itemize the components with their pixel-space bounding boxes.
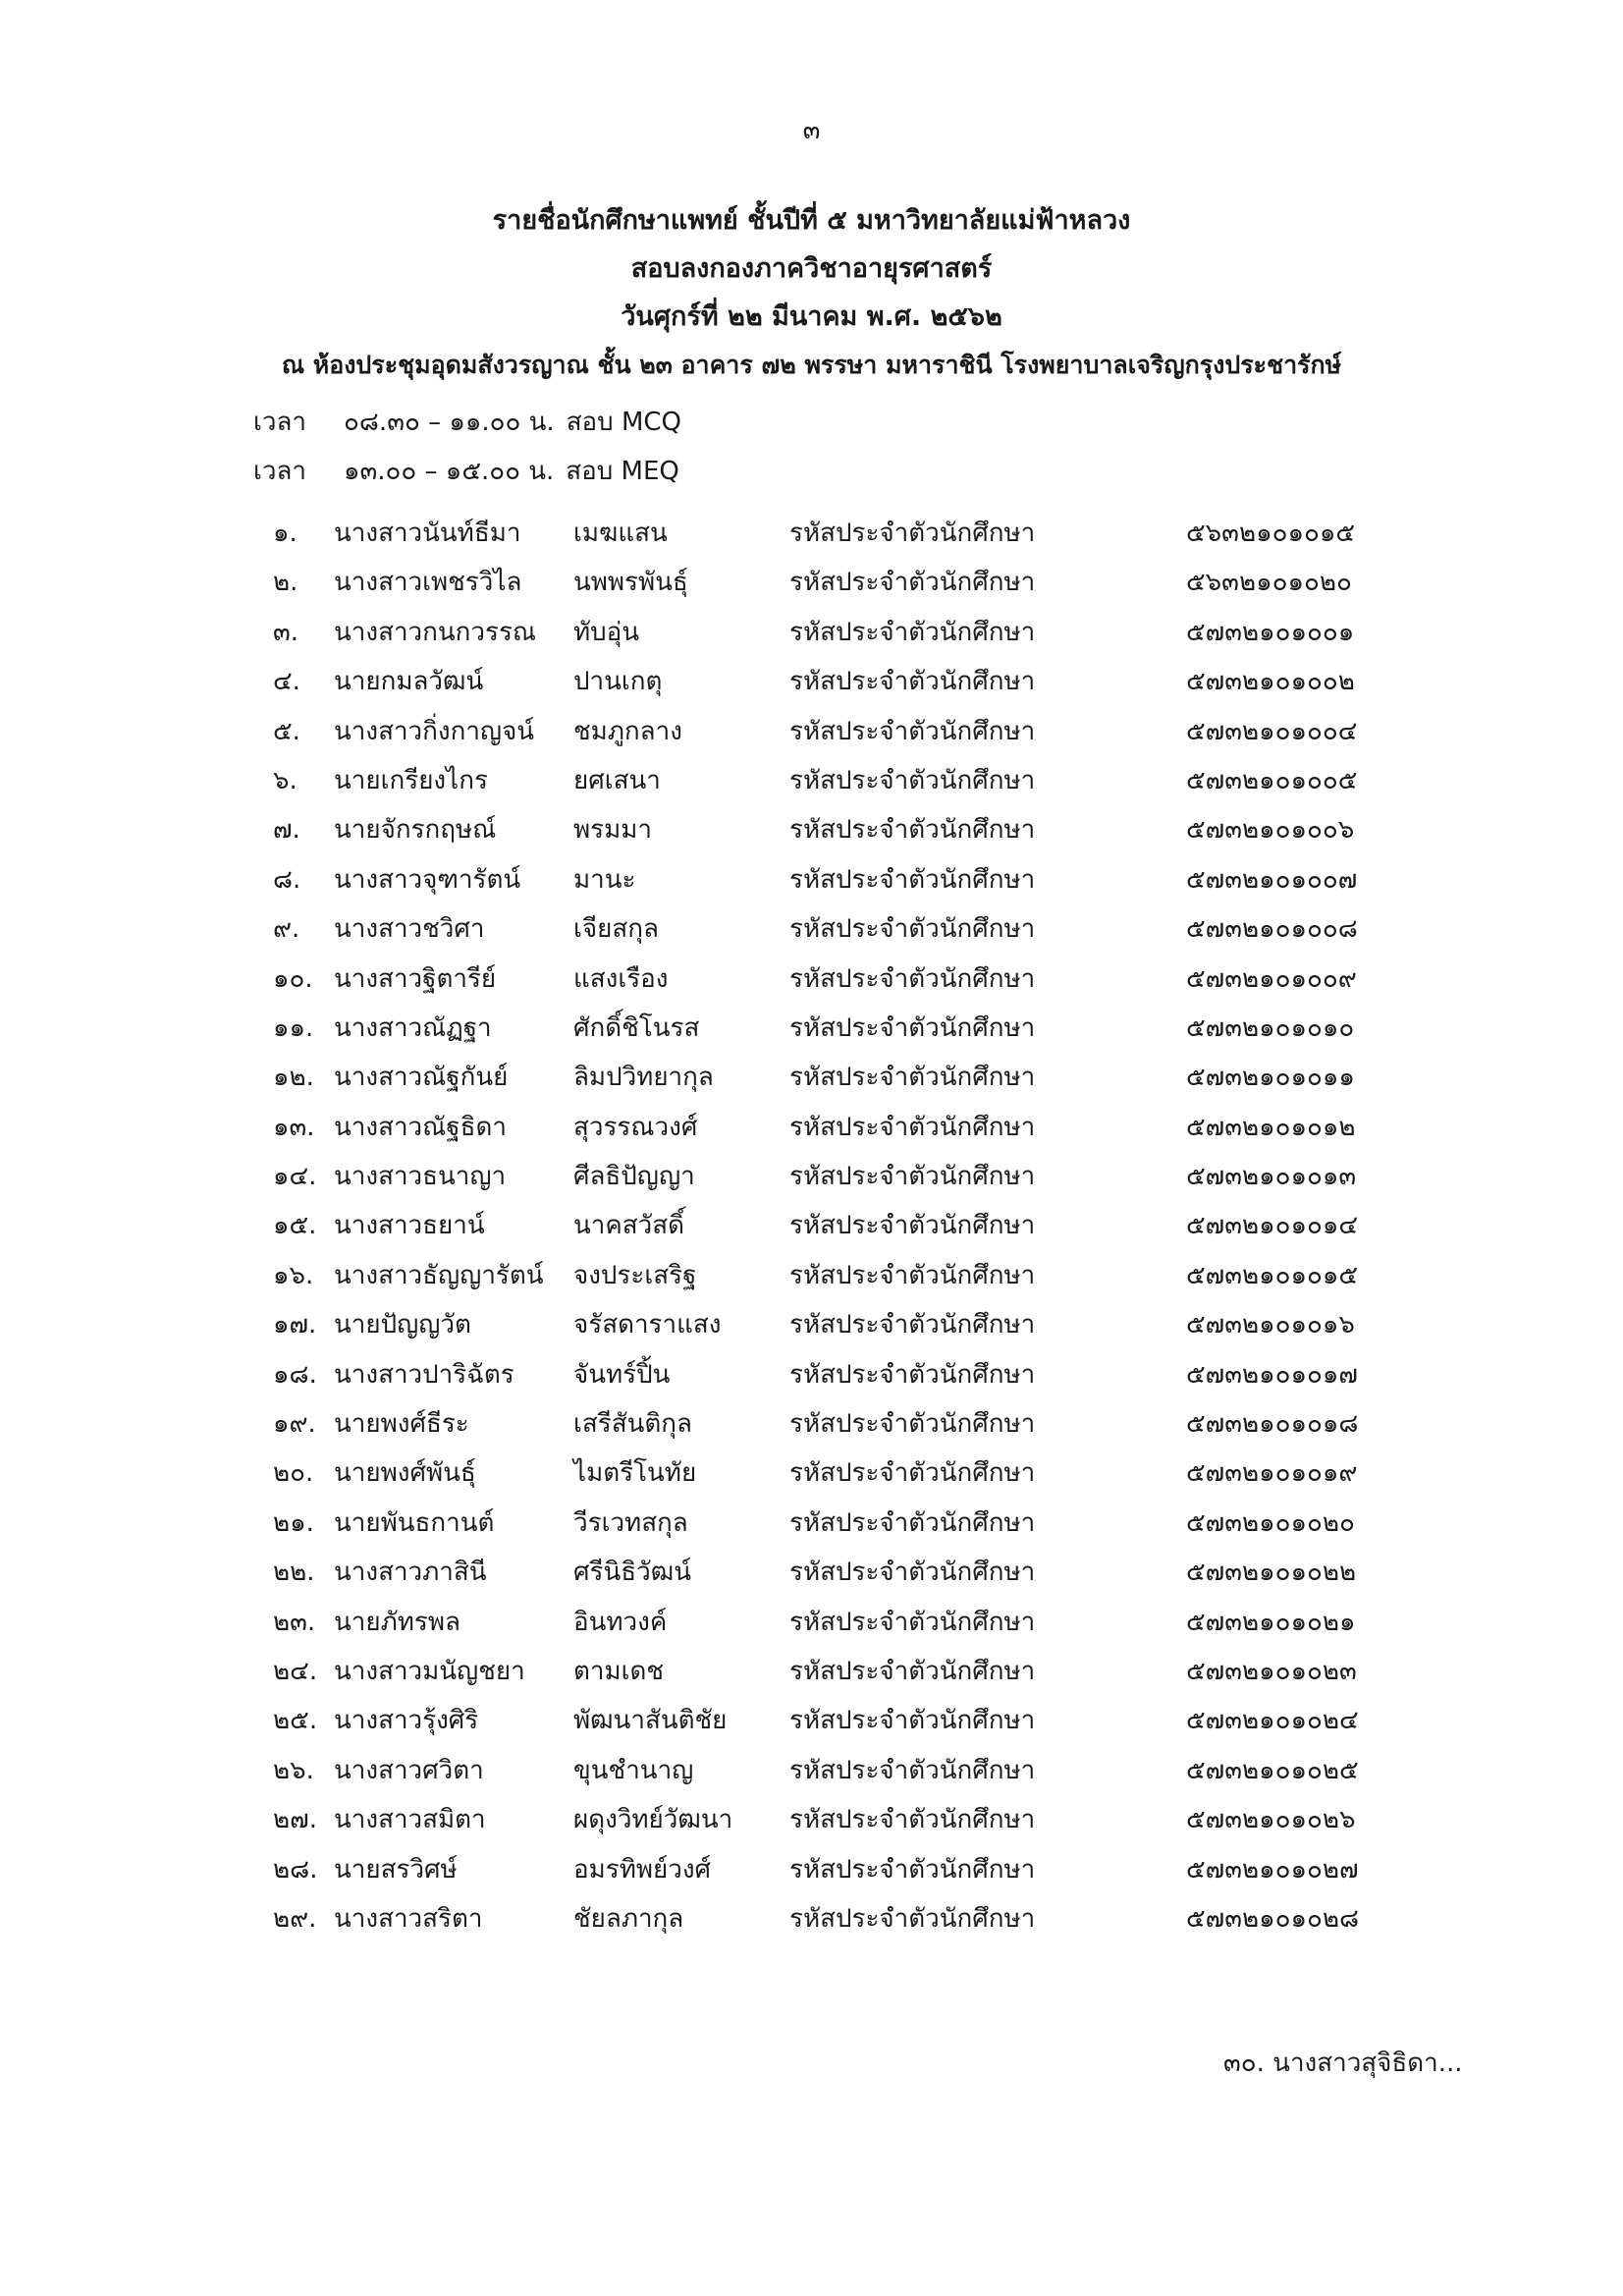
student-number: ๒๔. (273, 1656, 318, 1686)
student-id: ๕๗๓๒๑๐๑๐๒๖ (1186, 1805, 1356, 1835)
student-number: ๒๙. (273, 1903, 317, 1934)
student-number: ๖. (273, 765, 298, 795)
student-last-name: ชัยลภากุล (573, 1903, 684, 1934)
student-number: ๒๓. (273, 1607, 316, 1637)
student-id: ๕๗๓๒๑๐๑๐๒๒ (1186, 1558, 1357, 1588)
student-id: ๕๗๓๒๑๐๑๐๐๘ (1186, 914, 1358, 945)
student-id: ๕๗๓๒๑๐๑๐๒๕ (1186, 1755, 1359, 1785)
student-number: ๘. (273, 864, 301, 895)
student-id: ๕๗๓๒๑๐๑๐๑๔ (1186, 1211, 1359, 1241)
student-last-name: ลิมปวิทยากุล (573, 1063, 714, 1093)
list-item (273, 855, 1392, 904)
student-id-label: รหัสประจำตัวนักศึกษา (789, 1211, 1036, 1241)
list-item (273, 1103, 1392, 1152)
student-id-label: รหัสประจำตัวนักศึกษา (789, 1903, 1036, 1934)
student-id-label: รหัสประจำตัวนักศึกษา (789, 1063, 1036, 1093)
student-first-name: นางสาวรุ้งศิริ (334, 1706, 479, 1736)
student-id: ๕๗๓๒๑๐๑๐๐๗ (1186, 864, 1358, 895)
student-id: ๕๗๓๒๑๐๑๐๐๖ (1186, 815, 1355, 846)
list-item (273, 509, 1392, 558)
student-last-name: พรมมา (573, 815, 652, 846)
student-id: ๕๖๓๒๑๐๑๐๑๕ (1186, 519, 1356, 548)
student-last-name: อินทวงค์ (573, 1607, 668, 1637)
student-id: ๕๗๓๒๑๐๑๐๒๘ (1186, 1903, 1360, 1934)
student-id-label: รหัสประจำตัวนักศึกษา (789, 1310, 1036, 1340)
student-number: ๑๒. (273, 1063, 314, 1093)
list-item (273, 657, 1392, 706)
student-first-name: นายสรวิศษ์ (334, 1854, 458, 1885)
student-number: ๒๖. (273, 1755, 314, 1785)
schedule-time-label: เวลา (253, 457, 307, 486)
student-last-name: เจียสกุล (573, 914, 659, 945)
student-id: ๕๗๓๒๑๐๑๐๒๗ (1186, 1854, 1359, 1885)
student-id-label: รหัสประจำตัวนักศึกษา (789, 568, 1036, 598)
schedule-line (253, 398, 681, 447)
student-number: ๒๒. (273, 1558, 315, 1588)
student-first-name: นางสาวธนาญา (334, 1162, 507, 1192)
student-first-name: นางสาวสมิตา (334, 1805, 486, 1835)
student-number: ๑. (273, 519, 298, 548)
student-id-label: รหัสประจำตัวนักศึกษา (789, 1558, 1036, 1588)
list-item (273, 1548, 1392, 1597)
student-id-label: รหัสประจำตัวนักศึกษา (789, 519, 1036, 548)
student-first-name: นางสาวศวิตา (334, 1755, 484, 1785)
list-item (273, 1300, 1392, 1349)
student-first-name: นางสาวธัญญารัตน์ (334, 1260, 544, 1290)
student-first-name: นายกมลวัฒน์ (334, 667, 484, 697)
heading-venue: ณ ห้องประชุมอุดมสังวรญาณ ชั้น ๒๓ อาคาร ๗๒ พรรษา มหาราชินี โรงพยาบาลเจริญกรุงประชารักษ์ (281, 351, 1342, 379)
student-id-label: รหัสประจำตัวนักศึกษา (789, 1854, 1036, 1885)
student-first-name: นางสาวณัฐกันย์ (334, 1063, 509, 1093)
heading-subject: สอบลงกองภาควิชาอายุรศาสตร์ (630, 253, 993, 284)
student-last-name: เสรีสันติกุล (573, 1409, 692, 1440)
student-last-name: ศักดิ์ชิโนรส (573, 1012, 700, 1043)
student-id: ๕๗๓๒๑๐๑๐๒๓ (1186, 1656, 1357, 1686)
student-id: ๕๗๓๒๑๐๑๐๑๗ (1186, 1359, 1358, 1390)
student-last-name: นาคสวัสดิ์ (573, 1211, 684, 1241)
list-item (273, 1647, 1392, 1696)
student-id: ๕๗๓๒๑๐๑๐๐๑ (1186, 617, 1355, 647)
student-id-label: รหัสประจำตัวนักศึกษา (789, 1805, 1036, 1835)
list-item (273, 1845, 1392, 1894)
student-last-name: ขุนชำนาญ (573, 1755, 694, 1785)
student-id-label: รหัสประจำตัวนักศึกษา (789, 716, 1036, 746)
student-first-name: นางสาวปาริฉัตร (334, 1359, 514, 1390)
student-last-name: มานะ (573, 864, 636, 895)
list-item (273, 805, 1392, 854)
student-id-label: รหัสประจำตัวนักศึกษา (789, 617, 1036, 647)
heading-title: รายชื่อนักศึกษาแพทย์ ชั้นปีที่ ๕ มหาวิทยาลัยแม่ฟ้าหลวง (492, 205, 1131, 236)
student-number: ๒๘. (273, 1854, 318, 1885)
student-first-name: นายพงศ์พันธุ์ (334, 1458, 476, 1489)
student-id: ๕๗๓๒๑๐๑๐๑๑ (1186, 1063, 1355, 1093)
list-item (273, 1350, 1392, 1399)
student-number: ๓. (273, 617, 299, 647)
list-item (273, 955, 1392, 1004)
student-first-name: นางสาวนันท์ธีมา (334, 519, 521, 548)
student-number: ๒. (273, 568, 298, 598)
list-item (273, 1598, 1392, 1647)
student-first-name: นางสาวเพชรวิไล (334, 568, 522, 598)
schedule-line (253, 447, 681, 496)
student-number: ๕. (273, 716, 300, 746)
student-number: ๑๕. (273, 1211, 317, 1241)
student-id: ๕๗๓๒๑๐๑๐๐๒ (1186, 667, 1355, 697)
student-first-name: นางสาวณัฏฐา (334, 1012, 492, 1043)
student-last-name: ตามเดช (573, 1656, 665, 1686)
student-last-name: นพพรพันธุ์ (573, 568, 688, 598)
student-first-name: นางสาวฐิตารีย์ (334, 963, 497, 994)
student-number: ๑๗. (273, 1310, 317, 1340)
student-last-name: ศีลธิปัญญา (573, 1162, 695, 1192)
student-id-label: รหัสประจำตัวนักศึกษา (789, 1507, 1036, 1538)
student-id-label: รหัสประจำตัวนักศึกษา (789, 1607, 1036, 1637)
student-first-name: นายจักรกฤษณ์ (334, 815, 497, 846)
list-item (273, 1746, 1392, 1795)
student-last-name: แสงเรือง (573, 963, 669, 994)
student-id: ๕๗๓๒๑๐๑๐๑๓ (1186, 1162, 1357, 1192)
list-item (273, 1449, 1392, 1498)
student-first-name: นางสาวชวิศา (334, 914, 485, 945)
list-item (273, 756, 1392, 805)
student-id-label: รหัสประจำตัวนักศึกษา (789, 1162, 1036, 1192)
student-first-name: นายพงศ์ธีระ (334, 1409, 469, 1440)
student-first-name: นางสาวสริตา (334, 1903, 483, 1934)
list-item (273, 1251, 1392, 1300)
list-item (273, 1795, 1392, 1844)
student-number: ๗. (273, 815, 300, 846)
list-item (273, 1053, 1392, 1102)
student-last-name: พัฒนาสันติชัย (573, 1706, 728, 1736)
student-id-label: รหัสประจำตัวนักศึกษา (789, 1755, 1036, 1785)
student-first-name: นายพันธกานต์ (334, 1507, 495, 1538)
page-number: ๓ (802, 116, 821, 145)
schedule-time-label: เวลา (253, 408, 307, 437)
list-item (273, 1894, 1392, 1943)
student-number: ๑๘. (273, 1359, 317, 1390)
student-last-name: ทับอุ่น (573, 617, 640, 647)
list-item (273, 1004, 1392, 1053)
student-last-name: ปานเกตุ (573, 667, 663, 697)
student-id: ๕๗๓๒๑๐๑๐๐๕ (1186, 765, 1358, 795)
schedule-exam-type: สอบ MCQ (566, 408, 681, 437)
student-first-name: นางสาวณัฐธิดา (334, 1112, 507, 1142)
student-id-label: รหัสประจำตัวนักศึกษา (789, 667, 1036, 697)
student-first-name: นางสาวจุฑารัตน์ (334, 864, 521, 895)
student-id: ๕๗๓๒๑๐๑๐๑๒ (1186, 1112, 1356, 1142)
list-item (273, 1399, 1392, 1449)
student-last-name: วีรเวทสกุล (573, 1507, 688, 1538)
student-id: ๕๗๓๒๑๐๑๐๑๕ (1186, 1260, 1359, 1290)
student-last-name: ผดุงวิทย์วัฒนา (573, 1805, 733, 1835)
student-id-label: รหัสประจำตัวนักศึกษา (789, 815, 1036, 846)
student-number: ๑๑. (273, 1012, 314, 1043)
student-number: ๑๐. (273, 963, 313, 994)
student-number: ๔. (273, 667, 300, 697)
student-id-label: รหัสประจำตัวนักศึกษา (789, 1656, 1036, 1686)
student-number: ๑๔. (273, 1162, 317, 1192)
list-item (273, 1696, 1392, 1745)
student-id-label: รหัสประจำตัวนักศึกษา (789, 1012, 1036, 1043)
exam-schedule (253, 398, 681, 496)
student-id: ๕๗๓๒๑๐๑๐๑๖ (1186, 1310, 1355, 1340)
student-number: ๑๙. (273, 1409, 316, 1440)
student-id-label: รหัสประจำตัวนักศึกษา (789, 1112, 1036, 1142)
schedule-time-range: ๐๘.๓๐ – ๑๑.๐๐ น. (344, 408, 555, 437)
list-item (273, 608, 1392, 657)
student-last-name: ศรีนิธิวัฒน์ (573, 1558, 691, 1588)
student-last-name: อมรทิพย์วงศ์ (573, 1854, 712, 1885)
student-first-name: นายปัญญวัต (334, 1310, 471, 1340)
student-id-label: รหัสประจำตัวนักศึกษา (789, 1409, 1036, 1440)
student-first-name: นายภัทรพล (334, 1607, 460, 1637)
student-number: ๙. (273, 914, 300, 945)
student-id: ๕๖๓๒๑๐๑๐๒๐ (1186, 568, 1352, 598)
student-id-label: รหัสประจำตัวนักศึกษา (789, 1260, 1036, 1290)
student-id: ๕๗๓๒๑๐๑๐๑๐ (1186, 1012, 1355, 1043)
student-last-name: ยศเสนา (573, 765, 661, 795)
student-last-name: จรัสดาราแสง (573, 1310, 722, 1340)
student-last-name: ไมตรีโนทัย (573, 1458, 697, 1489)
student-number: ๒๕. (273, 1706, 318, 1736)
student-id-label: รหัสประจำตัวนักศึกษา (789, 864, 1036, 895)
student-id: ๕๗๓๒๑๐๑๐๐๔ (1186, 716, 1358, 746)
student-id: ๕๗๓๒๑๐๑๐๑๙ (1186, 1458, 1358, 1489)
student-first-name: นางสาวภาสินี (334, 1558, 487, 1588)
student-number: ๑๖. (273, 1260, 314, 1290)
heading-date: วันศุกร์ที่ ๒๒ มีนาคม พ.ศ. ๒๕๖๒ (621, 301, 1002, 332)
student-last-name: ชมภูกลาง (573, 716, 682, 746)
list-item (273, 1152, 1392, 1201)
student-first-name: นางสาวมนัญชยา (334, 1656, 525, 1686)
student-first-name: นางสาวกนกวรรณ (334, 617, 537, 647)
student-id: ๕๗๓๒๑๐๑๐๑๘ (1186, 1409, 1359, 1440)
student-id-label: รหัสประจำตัวนักศึกษา (789, 1706, 1036, 1736)
list-item (273, 1499, 1392, 1548)
student-last-name: สุวรรณวงศ์ (573, 1112, 698, 1142)
student-number: ๑๓. (273, 1112, 315, 1142)
student-last-name: จงประเสริฐ (573, 1260, 697, 1290)
student-id-label: รหัสประจำตัวนักศึกษา (789, 1359, 1036, 1390)
student-number: ๒๗. (273, 1805, 317, 1835)
list-item (273, 1201, 1392, 1250)
student-first-name: นายเกรียงไกร (334, 765, 488, 795)
student-id: ๕๗๓๒๑๐๑๐๒๑ (1186, 1607, 1356, 1637)
student-id-label: รหัสประจำตัวนักศึกษา (789, 963, 1036, 994)
schedule-exam-type: สอบ MEQ (566, 457, 679, 486)
student-number: ๒๑. (273, 1507, 314, 1538)
student-list (273, 509, 1392, 1943)
student-last-name: จันทร์ปิ้น (573, 1359, 671, 1390)
student-id: ๕๗๓๒๑๐๑๐๒๐ (1186, 1507, 1355, 1538)
student-id: ๕๗๓๒๑๐๑๐๒๔ (1186, 1706, 1359, 1736)
list-item (273, 904, 1392, 954)
student-first-name: นางสาวธยาน์ (334, 1211, 485, 1241)
continuation-note: ๓๐. นางสาวสุจิธิดา... (1223, 2049, 1463, 2078)
student-id: ๕๗๓๒๑๐๑๐๐๙ (1186, 963, 1357, 994)
schedule-time-range: ๑๓.๐๐ – ๑๕.๐๐ น. (344, 457, 555, 486)
document-heading (157, 196, 1466, 389)
student-number: ๒๐. (273, 1458, 314, 1489)
student-first-name: นางสาวกิ่งกาญจน์ (334, 716, 535, 746)
student-id-label: รหัสประจำตัวนักศึกษา (789, 1458, 1036, 1489)
student-last-name: เมฆแสน (573, 519, 668, 548)
list-item (273, 707, 1392, 756)
student-id-label: รหัสประจำตัวนักศึกษา (789, 765, 1036, 795)
student-id-label: รหัสประจำตัวนักศึกษา (789, 914, 1036, 945)
list-item (273, 558, 1392, 607)
